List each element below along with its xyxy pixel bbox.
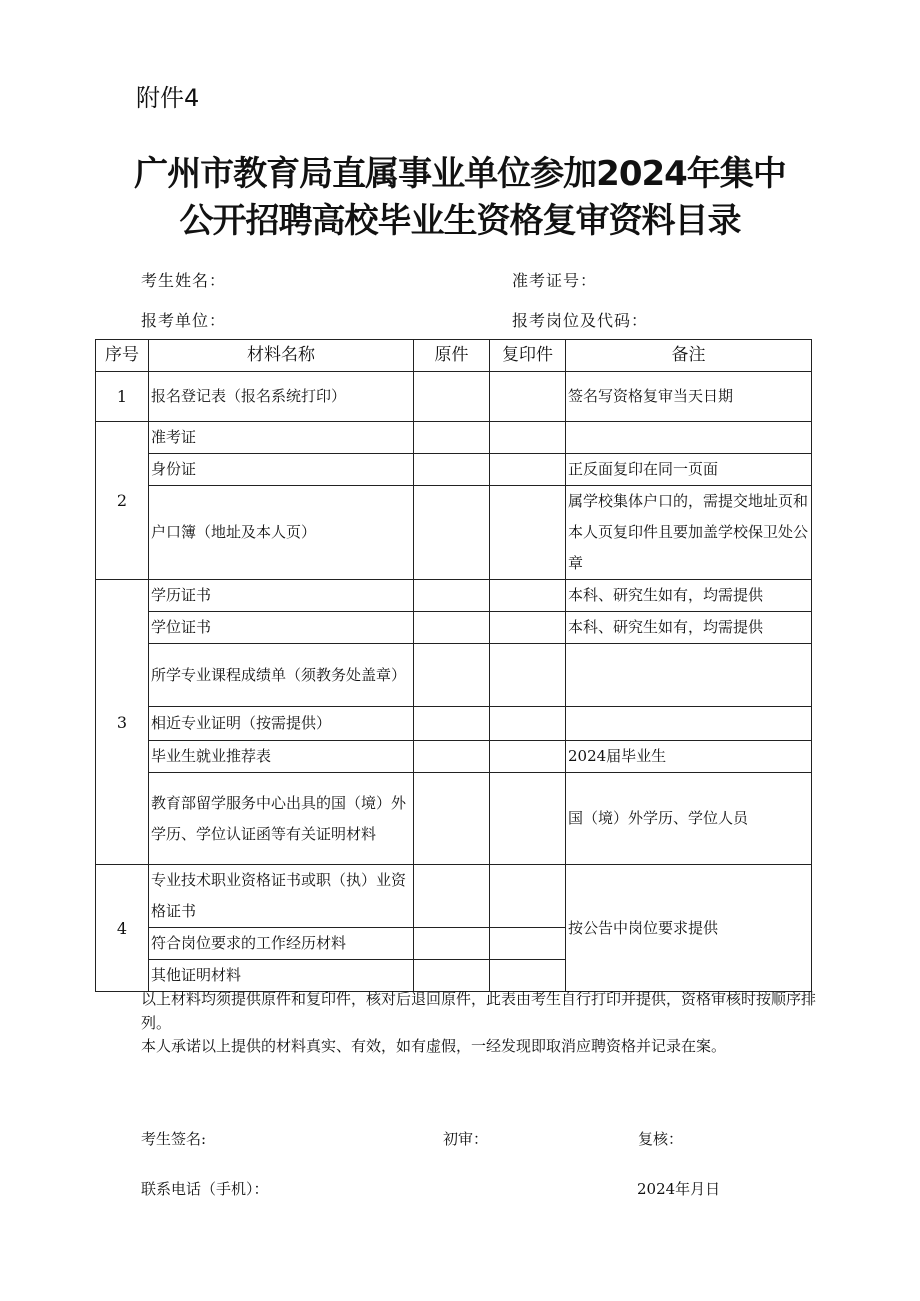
remark-cell: 签名写资格复审当天日期 xyxy=(566,372,812,422)
table-row xyxy=(96,741,812,773)
table-row xyxy=(96,372,812,422)
remark-cell: 属学校集体户口的，需提交地址页和本人页复印件且要加盖学校保卫处公章 xyxy=(566,486,812,580)
row-number: 4 xyxy=(96,865,149,992)
attachment-label: 附件4 xyxy=(136,84,200,112)
original-cell xyxy=(414,454,490,486)
remark-cell xyxy=(566,422,812,454)
copy-cell xyxy=(490,928,566,960)
copy-cell xyxy=(490,960,566,992)
header-copy: 复印件 xyxy=(490,340,566,372)
table-row xyxy=(96,612,812,644)
header-original: 原件 xyxy=(414,340,490,372)
remark-cell xyxy=(566,707,812,741)
original-cell xyxy=(414,580,490,612)
table-row xyxy=(96,486,812,580)
materials-table xyxy=(95,339,812,992)
copy-cell xyxy=(490,865,566,928)
remark-cell: 按公告中岗位要求提供 xyxy=(566,865,812,992)
phone-label: 联系电话（手机）： xyxy=(141,1180,269,1198)
notes-block xyxy=(141,988,821,1059)
first-review-label: 初审： xyxy=(443,1130,489,1148)
header-seq: 序号 xyxy=(96,340,149,372)
copy-cell xyxy=(490,580,566,612)
applied-position-label: 报考岗位及代码： xyxy=(512,311,649,330)
material-name: 准考证 xyxy=(149,422,414,454)
copy-cell xyxy=(490,372,566,422)
original-cell xyxy=(414,372,490,422)
remark-cell xyxy=(566,644,812,707)
copy-cell xyxy=(490,612,566,644)
material-name: 毕业生就业推荐表 xyxy=(149,741,414,773)
candidate-signature-label: 考生签名: xyxy=(141,1130,207,1148)
remark-cell: 本科、研究生如有，均需提供 xyxy=(566,580,812,612)
row-number: 2 xyxy=(96,422,149,580)
notes-line-1: 以上材料均须提供原件和复印件，核对后退回原件，此表由考生自行打印并提供，资格审核时按顺序排列。 xyxy=(141,990,817,1032)
original-cell xyxy=(414,865,490,928)
applied-unit-label: 报考单位： xyxy=(141,311,227,330)
remark-cell: 2024届毕业生 xyxy=(566,741,812,773)
material-name: 符合岗位要求的工作经历材料 xyxy=(149,928,414,960)
table-row xyxy=(96,644,812,707)
copy-cell xyxy=(490,644,566,707)
header-remark: 备注 xyxy=(566,340,812,372)
material-name: 户口簿（地址及本人页） xyxy=(149,486,414,580)
original-cell xyxy=(414,773,490,865)
table-row xyxy=(96,865,812,928)
remark-cell: 国（境）外学历、学位人员 xyxy=(566,773,812,865)
original-cell xyxy=(414,612,490,644)
material-name: 相近专业证明（按需提供） xyxy=(149,707,414,741)
second-review-label: 复核： xyxy=(638,1130,684,1148)
table-header-row xyxy=(96,340,812,372)
original-cell xyxy=(414,741,490,773)
material-name: 所学专业课程成绩单（须教务处盖章） xyxy=(149,644,414,707)
copy-cell xyxy=(490,773,566,865)
original-cell xyxy=(414,422,490,454)
copy-cell xyxy=(490,707,566,741)
copy-cell xyxy=(490,741,566,773)
copy-cell xyxy=(490,422,566,454)
page-title-line1: 广州市教育局直属事业单位参加2024年集中 xyxy=(134,154,786,194)
original-cell xyxy=(414,960,490,992)
notes-line-2: 本人承诺以上提供的材料真实、有效，如有虚假，一经发现即取消应聘资格并记录在案。 xyxy=(141,1037,727,1055)
row-number: 3 xyxy=(96,580,149,865)
copy-cell xyxy=(490,454,566,486)
material-name: 学位证书 xyxy=(149,612,414,644)
date-label: 2024年月日 xyxy=(637,1180,721,1198)
material-name: 身份证 xyxy=(149,454,414,486)
remark-cell: 本科、研究生如有，均需提供 xyxy=(566,612,812,644)
page-title-line2: 公开招聘高校毕业生资格复审资料目录 xyxy=(179,201,741,241)
candidate-name-label: 考生姓名： xyxy=(141,271,227,290)
original-cell xyxy=(414,486,490,580)
remark-cell: 正反面复印在同一页面 xyxy=(566,454,812,486)
original-cell xyxy=(414,644,490,707)
material-name: 专业技术职业资格证书或职（执）业资格证书 xyxy=(149,865,414,928)
material-name: 其他证明材料 xyxy=(149,960,414,992)
table-row xyxy=(96,707,812,741)
material-name: 学历证书 xyxy=(149,580,414,612)
row-number: 1 xyxy=(96,372,149,422)
original-cell xyxy=(414,928,490,960)
copy-cell xyxy=(490,486,566,580)
original-cell xyxy=(414,707,490,741)
table-row xyxy=(96,773,812,865)
material-name: 教育部留学服务中心出具的国（境）外学历、学位认证函等有关证明材料 xyxy=(149,773,414,865)
exam-number-label: 准考证号： xyxy=(512,271,598,290)
table-row xyxy=(96,580,812,612)
table-row xyxy=(96,422,812,454)
table-row xyxy=(96,454,812,486)
material-name: 报名登记表（报名系统打印） xyxy=(149,372,414,422)
header-material: 材料名称 xyxy=(149,340,414,372)
